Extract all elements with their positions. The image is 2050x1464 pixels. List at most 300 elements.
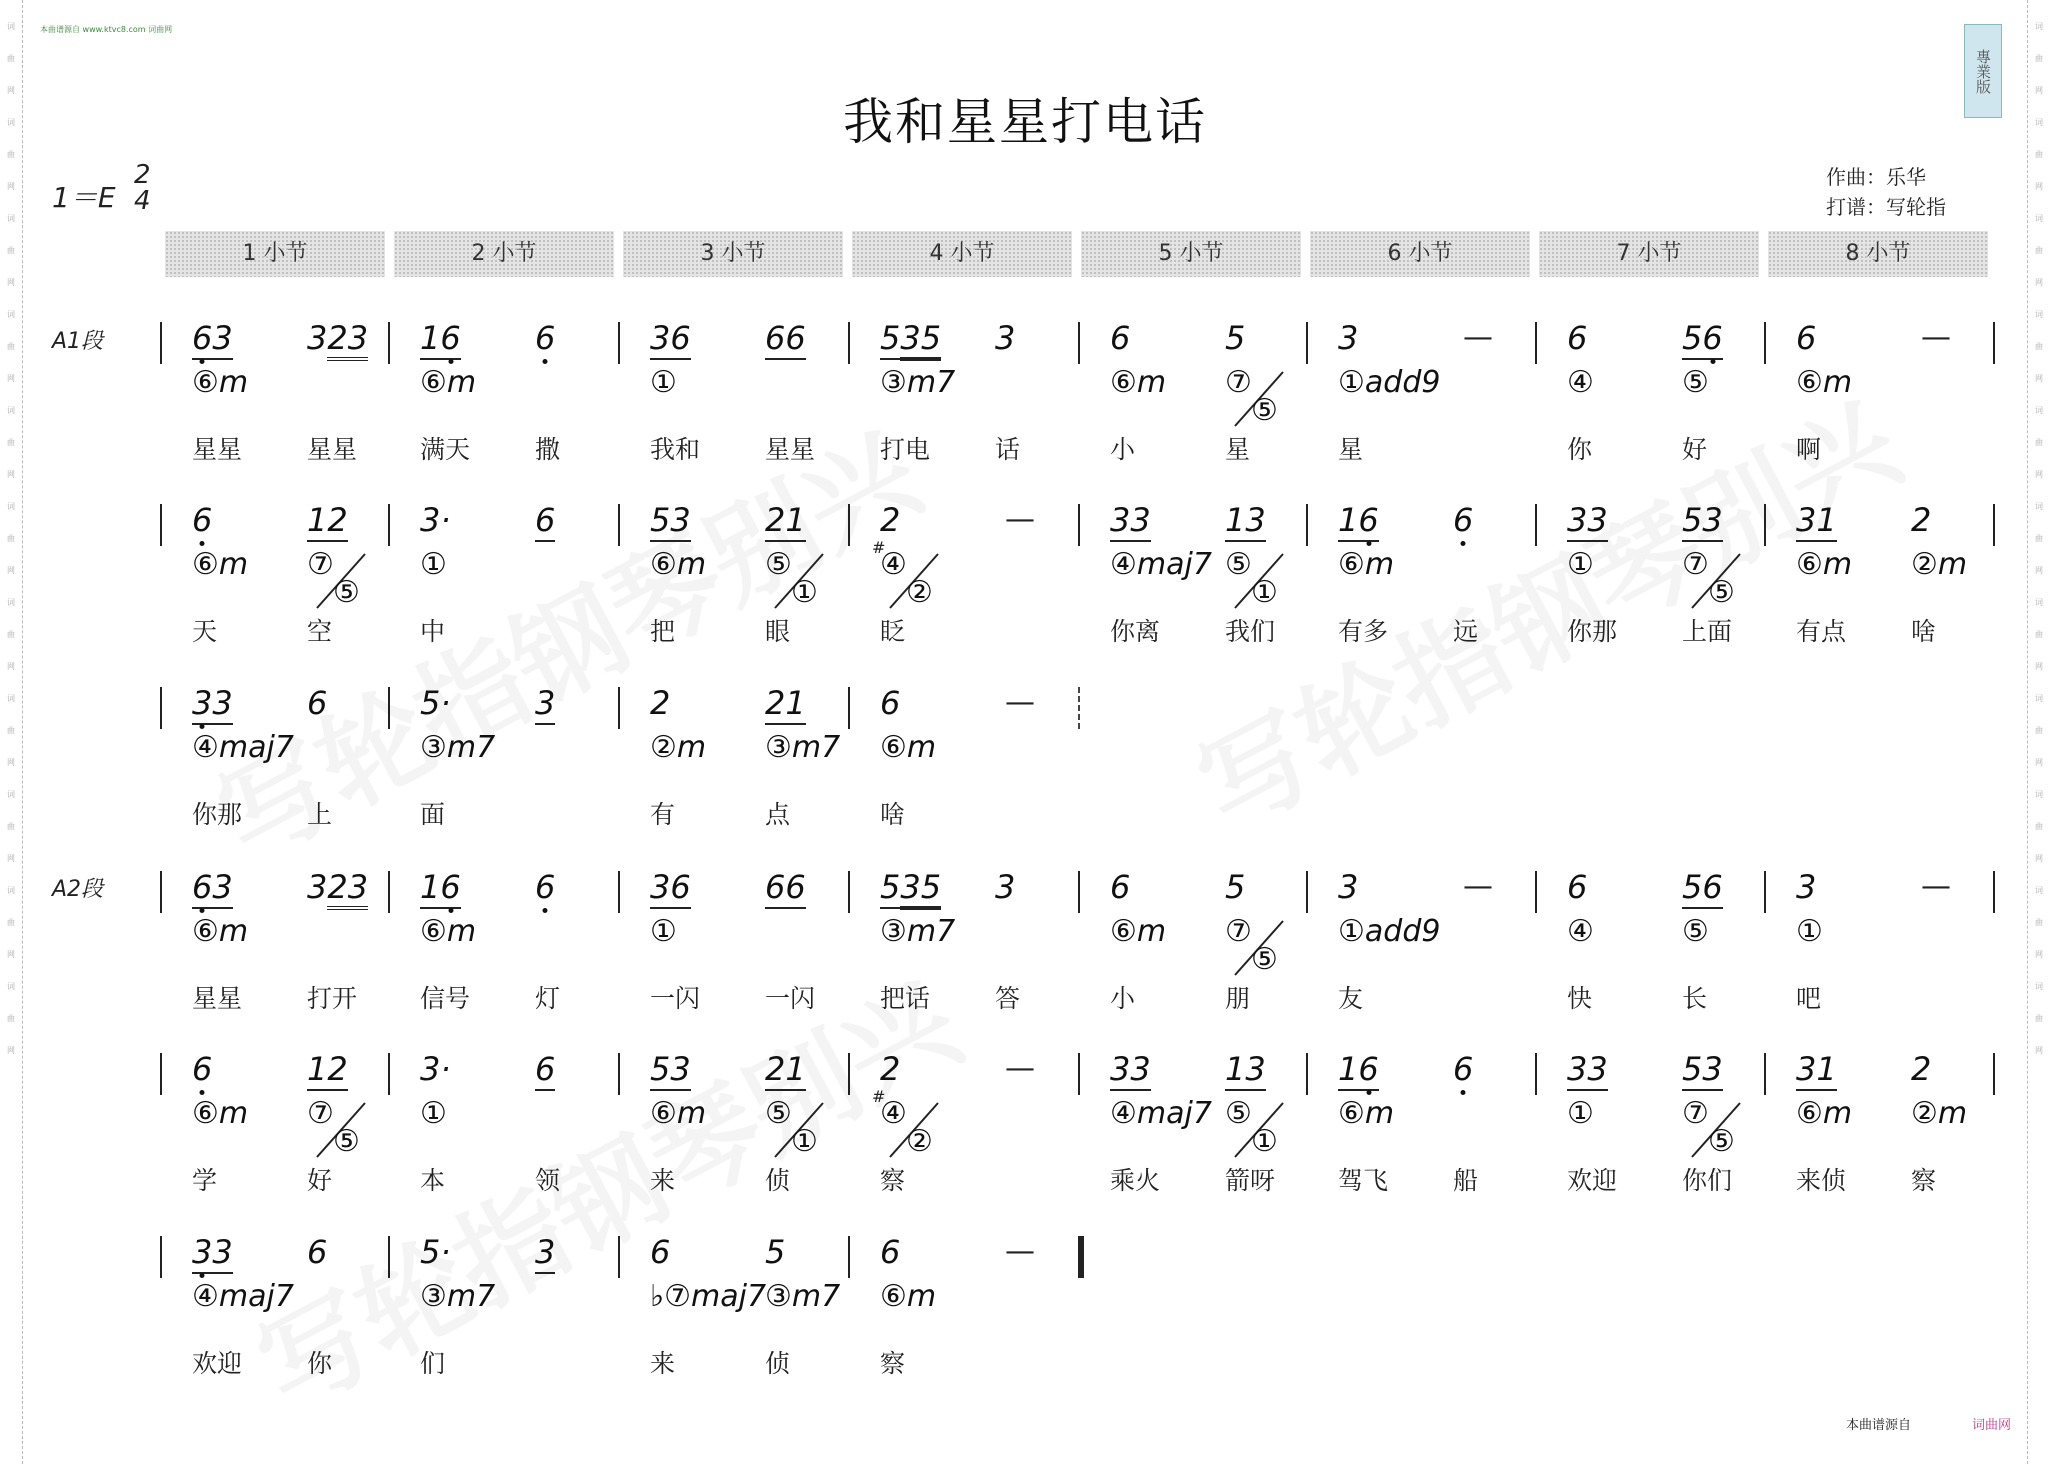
- note-digit: 2: [765, 684, 786, 722]
- chord-symbol: ①: [420, 1096, 447, 1131]
- side-watermark-char: 曲: [7, 246, 15, 255]
- chord-symbol: ⑥m: [1338, 1096, 1395, 1131]
- chord-symbol: ⑥m: [1796, 365, 1853, 400]
- note-digit: 5: [650, 501, 671, 539]
- side-watermark-char: 曲: [2035, 630, 2043, 639]
- note-digit: 6: [1110, 868, 1131, 906]
- barline: [1306, 871, 1308, 913]
- note-digit: 3: [348, 319, 368, 361]
- note-digit: 6: [1702, 868, 1723, 906]
- note-digit: 1: [1225, 501, 1246, 539]
- final-barline: [1078, 1236, 1084, 1278]
- chord-symbol: ④: [1567, 914, 1594, 949]
- note: [765, 867, 806, 909]
- lyric-syllable: 一闪: [650, 984, 701, 1013]
- note: [650, 500, 691, 542]
- lyric-syllable: 欢迎: [192, 1349, 243, 1378]
- note-digit: 6: [650, 1233, 671, 1271]
- slash-chord-bass: ⑤: [333, 575, 360, 610]
- side-watermark-char: 网: [7, 1046, 15, 1055]
- lyric-syllable: 你们: [1682, 1166, 1733, 1195]
- note: [880, 500, 900, 540]
- lyric-syllable: 驾飞: [1338, 1166, 1389, 1195]
- chord-symbol: ⑤: [1682, 365, 1709, 400]
- chord-symbol: ⑤: [1682, 914, 1709, 949]
- barline: [848, 322, 850, 364]
- lyric-syllable: 吧: [1796, 984, 1822, 1013]
- note-digit: 6: [1110, 319, 1131, 357]
- key-signature: 1＝E: [52, 181, 116, 214]
- side-watermark-char: 词: [2035, 886, 2043, 895]
- hold-dash: —: [1005, 1234, 1035, 1269]
- note: [420, 1232, 451, 1272]
- chord-symbol: ④maj7: [1110, 547, 1212, 582]
- barline: [1306, 504, 1308, 546]
- note-digit: 5: [880, 319, 901, 357]
- section-label-a1: A1段: [52, 329, 104, 354]
- side-watermark-char: 词: [7, 214, 15, 223]
- note: [535, 318, 555, 358]
- side-watermark-char: 词: [7, 406, 15, 415]
- note-digit: 5: [650, 1050, 671, 1088]
- barline: [1078, 871, 1080, 913]
- note: [650, 1232, 670, 1272]
- chord-symbol: ⑥m: [650, 547, 707, 582]
- slash-chord-upper: ⑤: [765, 547, 792, 582]
- barline-dashed: [1078, 687, 1080, 729]
- slash-chord-bass: ⑤: [1708, 1124, 1735, 1159]
- side-watermark-char: 曲: [2035, 726, 2043, 735]
- section-label-a2: A2段: [52, 877, 104, 902]
- barline: [848, 1053, 850, 1095]
- lyric-syllable: 话: [995, 435, 1021, 464]
- side-watermark-char: 曲: [7, 822, 15, 831]
- note-digit: 3: [192, 1233, 213, 1271]
- note-digit: 3: [212, 868, 233, 906]
- side-watermark-char: 网: [2035, 86, 2043, 95]
- note-digit: 2: [327, 501, 348, 539]
- note: [1682, 1049, 1723, 1091]
- note-digit: ·: [440, 1050, 451, 1088]
- footer-site-link[interactable]: 词曲网: [1972, 1418, 2012, 1433]
- note-digit: 6: [880, 1233, 901, 1271]
- side-watermark-char: 词: [7, 790, 15, 799]
- side-watermark-char: 网: [2035, 374, 2043, 383]
- note-digit: 5: [1682, 319, 1703, 357]
- lyric-syllable: 来侦: [1796, 1166, 1847, 1195]
- lyric-syllable: 星: [1338, 435, 1364, 464]
- note: [880, 1232, 900, 1272]
- lyric-syllable: 察: [880, 1349, 906, 1378]
- note-digit: 1: [1816, 501, 1837, 539]
- barline: [1993, 1053, 1995, 1095]
- note-digit: 6: [307, 684, 328, 722]
- side-watermark-char: 词: [7, 22, 15, 31]
- note: [1338, 318, 1358, 358]
- side-watermark-char: 网: [2035, 758, 2043, 767]
- lyric-syllable: 们: [420, 1349, 446, 1378]
- note: [1911, 500, 1931, 540]
- note: [192, 1232, 233, 1274]
- chord-symbol: ③m7: [420, 730, 496, 765]
- chord-symbol: ④maj7: [192, 1279, 294, 1314]
- side-watermark-char: 曲: [2035, 534, 2043, 543]
- side-watermark-char: 曲: [7, 534, 15, 543]
- measure-header-2: 2 小节: [394, 231, 614, 277]
- note: [420, 867, 461, 909]
- lyric-syllable: 信号: [420, 984, 471, 1013]
- note: [535, 867, 555, 907]
- chord-symbol: ⑥m: [650, 1096, 707, 1131]
- lyric-syllable: 上: [307, 800, 333, 829]
- note-digit: 6: [440, 868, 461, 906]
- lyric-syllable: 有多: [1338, 617, 1389, 646]
- note: [880, 318, 941, 360]
- note-digit: 6: [670, 868, 691, 906]
- note: [307, 318, 368, 358]
- note: [765, 318, 806, 360]
- time-signature: [134, 162, 151, 214]
- note: [995, 318, 1015, 358]
- note: [1225, 500, 1266, 542]
- time-bottom: 4: [134, 186, 151, 216]
- lyric-syllable: 小: [1110, 435, 1136, 464]
- note-digit: 6: [765, 319, 786, 357]
- lyric-syllable: 学: [192, 1166, 218, 1195]
- side-watermark-char: 曲: [7, 630, 15, 639]
- note-digit: 6: [1358, 1050, 1379, 1088]
- slash-chord-bass: ⑤: [1251, 393, 1278, 428]
- lyric-syllable: 你: [1567, 435, 1593, 464]
- lyric-syllable: 侦: [765, 1166, 791, 1195]
- note-digit: 5: [420, 1233, 441, 1271]
- note: [1453, 500, 1473, 540]
- barline: [160, 871, 162, 913]
- note-digit: 1: [1225, 1050, 1246, 1088]
- side-watermark-char: 网: [2035, 662, 2043, 671]
- note-digit: 3: [420, 1050, 441, 1088]
- chord-symbol: ①: [1567, 1096, 1594, 1131]
- note-digit: 3: [1130, 501, 1151, 539]
- hold-dash: —: [1463, 320, 1493, 355]
- note: [420, 683, 451, 723]
- slash-chord-upper: ⑤: [1225, 1096, 1252, 1131]
- note: [420, 1049, 451, 1089]
- side-watermark-char: 词: [7, 598, 15, 607]
- chord-symbol: ⑥m: [192, 547, 249, 582]
- lyric-syllable: 侦: [765, 1349, 791, 1378]
- lyric-syllable: 朋: [1225, 984, 1251, 1013]
- barline: [1535, 322, 1537, 364]
- side-watermark-char: 网: [7, 182, 15, 191]
- footer-source: 本曲谱源自: [1846, 1418, 1912, 1433]
- side-watermark-char: 曲: [2035, 438, 2043, 447]
- note-digit: 5: [1225, 319, 1246, 357]
- side-watermark-char: 词: [2035, 118, 2043, 127]
- note-digit: 6: [307, 1233, 328, 1271]
- chord-symbol: ②m: [1911, 1096, 1968, 1131]
- barline: [388, 1053, 390, 1095]
- lyric-syllable: 上面: [1682, 617, 1733, 646]
- note-digit: 3: [995, 319, 1016, 357]
- note-digit: 3: [535, 684, 556, 722]
- sharp-accidental: #: [872, 538, 886, 557]
- barline: [1993, 504, 1995, 546]
- note-digit: ·: [440, 1233, 451, 1271]
- note: [420, 318, 461, 360]
- note: [650, 1049, 691, 1091]
- side-watermark-char: 词: [7, 310, 15, 319]
- lyric-syllable: 一闪: [765, 984, 816, 1013]
- note-digit: 3: [1796, 1050, 1817, 1088]
- chord-symbol: ⑥m: [192, 914, 249, 949]
- note: [1110, 500, 1151, 542]
- barline: [618, 504, 620, 546]
- composer-name: 乐华: [1886, 165, 1926, 189]
- lyric-syllable: 乘火: [1110, 1166, 1161, 1195]
- note-digit: 6: [880, 684, 901, 722]
- side-watermark-char: 网: [2035, 854, 2043, 863]
- slash-chord-upper: ⑤: [765, 1096, 792, 1131]
- note: [1682, 318, 1723, 360]
- lyric-syllable: 点: [765, 800, 791, 829]
- barline: [1764, 322, 1766, 364]
- note-digit: 6: [535, 319, 556, 357]
- side-watermark-char: 网: [7, 950, 15, 959]
- barline: [1764, 504, 1766, 546]
- note-digit: 3: [1796, 868, 1817, 906]
- lyric-syllable: 本: [420, 1166, 446, 1195]
- slash-chord-upper: ⑦: [1682, 547, 1709, 582]
- note-digit: 3: [307, 868, 328, 906]
- note-digit: 5: [1682, 868, 1703, 906]
- lyric-syllable: 啥: [1911, 617, 1937, 646]
- side-watermark-char: 网: [2035, 950, 2043, 959]
- professional-edition-badge: 專業版: [1964, 24, 2002, 118]
- lyric-syllable: 星: [1225, 435, 1251, 464]
- side-watermark-char: 词: [2035, 790, 2043, 799]
- lyric-syllable: 长: [1682, 984, 1708, 1013]
- note-digit: 2: [327, 868, 347, 910]
- note: [1110, 867, 1130, 907]
- lyric-syllable: 远: [1453, 617, 1479, 646]
- barline: [1535, 871, 1537, 913]
- barline: [848, 1236, 850, 1278]
- note-digit: 3: [1702, 1050, 1723, 1088]
- lyric-syllable: 打开: [307, 984, 358, 1013]
- lyric-syllable: 你那: [1567, 617, 1618, 646]
- sharp-accidental: #: [872, 1087, 886, 1106]
- note-digit: 3: [1245, 501, 1266, 539]
- side-watermark-char: 词: [2035, 694, 2043, 703]
- side-watermark-char: 网: [7, 662, 15, 671]
- note: [1796, 867, 1816, 907]
- note-digit: 3: [670, 501, 691, 539]
- lyric-syllable: 友: [1338, 984, 1364, 1013]
- note-digit: 3: [900, 868, 920, 910]
- lyric-syllable: 中: [420, 617, 446, 646]
- barline: [1993, 871, 1995, 913]
- note: [420, 500, 451, 540]
- barline: [848, 871, 850, 913]
- barline: [1993, 322, 1995, 364]
- side-watermark-char: 网: [7, 278, 15, 287]
- lyric-syllable: 我们: [1225, 617, 1276, 646]
- note-digit: 6: [192, 868, 213, 906]
- barline: [618, 871, 620, 913]
- chord-symbol: ①add9: [1338, 914, 1441, 949]
- lyric-syllable: 眨: [880, 617, 906, 646]
- note-digit: 6: [192, 319, 213, 357]
- barline: [848, 504, 850, 546]
- chord-symbol: ⑥m: [1338, 547, 1395, 582]
- note-digit: 3: [1796, 501, 1817, 539]
- chord-symbol: ②m: [650, 730, 707, 765]
- right-margin-strip: [2027, 0, 2050, 1464]
- note-digit: 1: [420, 868, 441, 906]
- chord-symbol: ①: [1567, 547, 1594, 582]
- note: [535, 500, 555, 542]
- note: [765, 500, 806, 542]
- side-watermark-char: 网: [2035, 278, 2043, 287]
- side-watermark-char: 网: [7, 758, 15, 767]
- chord-symbol: ⑥m: [192, 1096, 249, 1131]
- chord-symbol: ⑥m: [192, 365, 249, 400]
- note: [1110, 1049, 1151, 1091]
- note-digit: 5: [765, 1233, 786, 1271]
- lyric-syllable: 好: [307, 1166, 333, 1195]
- note: [765, 1049, 806, 1091]
- note-digit: 3: [192, 684, 213, 722]
- side-watermark-char: 词: [2035, 502, 2043, 511]
- chord-symbol: ⑥m: [1796, 1096, 1853, 1131]
- note-digit: 1: [307, 1050, 328, 1088]
- chord-symbol: ⑥m: [880, 1279, 937, 1314]
- barline: [388, 687, 390, 729]
- note: [1225, 318, 1245, 358]
- note-digit: 6: [670, 319, 691, 357]
- side-watermark-char: 词: [2035, 22, 2043, 31]
- side-watermark-char: 曲: [7, 150, 15, 159]
- note-digit: 3: [212, 684, 233, 722]
- note-digit: 3: [650, 868, 671, 906]
- note-digit: 2: [765, 501, 786, 539]
- note-digit: 5: [921, 868, 941, 910]
- lyric-syllable: 把: [650, 617, 676, 646]
- lyric-syllable: 星星: [765, 435, 816, 464]
- note-digit: 3: [212, 1233, 233, 1271]
- measure-header-8: 8 小节: [1768, 231, 1988, 277]
- watermark: [188, 389, 942, 890]
- note-digit: 3: [1245, 1050, 1266, 1088]
- note-digit: 3: [1130, 1050, 1151, 1088]
- note: [1338, 500, 1379, 542]
- note: [1567, 1049, 1608, 1091]
- hold-dash: —: [1463, 869, 1493, 904]
- lyric-syllable: 快: [1567, 984, 1593, 1013]
- lyric-syllable: 你: [307, 1349, 333, 1378]
- note-digit: 3: [535, 1233, 556, 1271]
- note: [307, 1049, 348, 1091]
- barline: [160, 1053, 162, 1095]
- note: [650, 683, 670, 723]
- note-digit: 6: [192, 501, 213, 539]
- chord-symbol: ④maj7: [1110, 1096, 1212, 1131]
- side-watermark-char: 词: [7, 694, 15, 703]
- slash-chord-bass: ⑤: [1251, 942, 1278, 977]
- slash-chord-upper: ⑤: [1225, 547, 1252, 582]
- barline: [1078, 1053, 1080, 1095]
- note-digit: 2: [880, 501, 901, 539]
- barline: [1535, 1053, 1537, 1095]
- lyric-syllable: 天: [192, 617, 218, 646]
- barline: [1078, 504, 1080, 546]
- barline: [618, 1053, 620, 1095]
- measure-header-1: 1 小节: [165, 231, 385, 277]
- barline: [388, 1236, 390, 1278]
- composer-label: 作曲：: [1826, 165, 1886, 189]
- note-digit: 2: [327, 1050, 348, 1088]
- note-digit: 5: [1682, 1050, 1703, 1088]
- lyric-syllable: 满天: [420, 435, 471, 464]
- slash-chord-upper: ④: [880, 1096, 907, 1131]
- side-watermark-char: 词: [7, 886, 15, 895]
- side-watermark-char: 网: [7, 374, 15, 383]
- note: [1567, 867, 1587, 907]
- side-watermark-char: 曲: [7, 342, 15, 351]
- chord-symbol: ⑥m: [420, 914, 477, 949]
- side-watermark-char: 词: [2035, 310, 2043, 319]
- note-digit: 2: [1911, 1050, 1932, 1088]
- arranger-label: 打谱：: [1826, 195, 1886, 219]
- chord-symbol: ⑥m: [1110, 914, 1167, 949]
- side-watermark-char: 曲: [2035, 822, 2043, 831]
- measure-header-6: 6 小节: [1310, 231, 1530, 277]
- note: [192, 867, 233, 909]
- hold-dash: —: [1005, 502, 1035, 537]
- slash-chord-bass: ①: [791, 1124, 818, 1159]
- chord-symbol: ①: [650, 365, 677, 400]
- note-digit: ·: [440, 684, 451, 722]
- side-watermark-char: 词: [2035, 598, 2043, 607]
- slash-chord-upper: ⑦: [1225, 914, 1252, 949]
- side-watermark-char: 词: [7, 982, 15, 991]
- note-digit: 3: [995, 868, 1016, 906]
- chord-symbol: ①: [420, 547, 447, 582]
- note: [765, 1232, 785, 1272]
- note-digit: 1: [1338, 501, 1359, 539]
- note-digit: 3: [348, 868, 368, 910]
- note: [192, 318, 233, 360]
- note-digit: 3: [900, 319, 920, 361]
- measure-header-5: 5 小节: [1081, 231, 1301, 277]
- note: [880, 867, 941, 909]
- note: [192, 683, 233, 725]
- note-digit: 6: [1453, 501, 1474, 539]
- note-digit: 2: [1911, 501, 1932, 539]
- lyric-syllable: 空: [307, 617, 333, 646]
- note: [307, 683, 327, 723]
- note-digit: 6: [785, 868, 806, 906]
- note: [307, 867, 368, 907]
- note-digit: 3: [1110, 1050, 1131, 1088]
- note-digit: 3: [1110, 501, 1131, 539]
- side-watermark-char: 曲: [7, 54, 15, 63]
- slash-chord-bass: ①: [1251, 1124, 1278, 1159]
- note-digit: 1: [785, 1050, 806, 1088]
- lyric-syllable: 啊: [1796, 435, 1822, 464]
- note-digit: 5: [1682, 501, 1703, 539]
